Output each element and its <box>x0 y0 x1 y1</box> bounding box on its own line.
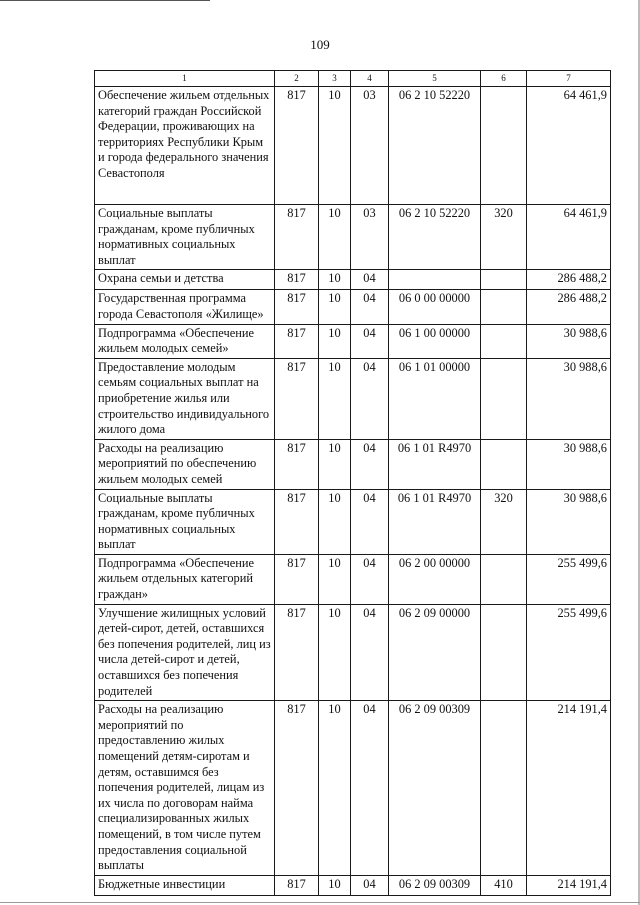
subsection-cell: 03 <box>351 87 389 205</box>
table-row <box>95 875 611 895</box>
ministry-code-cell: 817 <box>275 554 319 604</box>
amount-cell: 214 191,4 <box>527 701 611 876</box>
amount-cell: 255 499,6 <box>527 604 611 701</box>
expense-type-cell <box>481 554 527 604</box>
subsection-cell: 04 <box>351 701 389 876</box>
expense-type-cell <box>481 324 527 358</box>
table-row <box>95 439 611 489</box>
amount-cell: 64 461,9 <box>527 87 611 205</box>
amount-cell: 30 988,6 <box>527 489 611 554</box>
expense-type-cell: 320 <box>481 489 527 554</box>
row-name-cell: Охрана семьи и детства <box>95 270 275 290</box>
ministry-code-cell: 817 <box>275 489 319 554</box>
subsection-cell: 04 <box>351 875 389 895</box>
header-cell-6: 6 <box>481 71 527 87</box>
section-cell: 10 <box>319 489 351 554</box>
amount-cell: 30 988,6 <box>527 358 611 439</box>
header-cell-7: 7 <box>527 71 611 87</box>
ministry-code-cell: 817 <box>275 439 319 489</box>
subsection-cell: 03 <box>351 205 389 270</box>
expense-type-cell <box>481 604 527 701</box>
ministry-code-cell: 817 <box>275 87 319 205</box>
page-number: 109 <box>310 37 330 52</box>
section-cell: 10 <box>319 554 351 604</box>
row-name-cell: Социальные выплаты гражданам, кроме публичных нормативных социальных выплат <box>95 205 275 270</box>
expense-type-cell <box>481 358 527 439</box>
target-article-cell: 06 2 09 00000 <box>389 604 481 701</box>
ministry-code-cell: 817 <box>275 290 319 324</box>
row-name-cell: Предоставление молодым семьям социальных выплат на приобретение жилья или строительство индивидуального жилого дома <box>95 358 275 439</box>
target-article-cell: 06 2 00 00000 <box>389 554 481 604</box>
table-row <box>95 701 611 876</box>
ministry-code-cell: 817 <box>275 205 319 270</box>
table-row <box>95 87 611 205</box>
table-row <box>95 489 611 554</box>
header-cell-4: 4 <box>351 71 389 87</box>
amount-cell: 255 499,6 <box>527 554 611 604</box>
row-name-cell: Расходы на реализацию мероприятий по обеспечению жильем молодых семей <box>95 439 275 489</box>
section-cell: 10 <box>319 604 351 701</box>
target-article-cell: 06 1 00 00000 <box>389 324 481 358</box>
header-cell-2: 2 <box>275 71 319 87</box>
subsection-cell: 04 <box>351 489 389 554</box>
amount-cell: 286 488,2 <box>527 270 611 290</box>
section-cell: 10 <box>319 358 351 439</box>
expense-type-cell: 410 <box>481 875 527 895</box>
subsection-cell: 04 <box>351 439 389 489</box>
table-row <box>95 324 611 358</box>
row-name-cell: Улучшение жилищных условий детей-сирот, детей, оставшихся без попечения родителей, лиц из числа детей-сирот и детей, оставшихся без попечения родителей <box>95 604 275 701</box>
subsection-cell: 04 <box>351 358 389 439</box>
target-article-cell: 06 0 00 00000 <box>389 290 481 324</box>
subsection-cell: 04 <box>351 554 389 604</box>
table-row <box>95 290 611 324</box>
ministry-code-cell: 817 <box>275 358 319 439</box>
row-name-cell: Социальные выплаты гражданам, кроме публичных нормативных социальных выплат <box>95 489 275 554</box>
target-article-cell: 06 2 10 52220 <box>389 205 481 270</box>
section-cell: 10 <box>319 290 351 324</box>
row-name-cell: Расходы на реализацию мероприятий по предоставлению жилых помещений детям-сиротам и детям, оставшимся без попечения родителей, лицам из их числа по договорам найма специализированных жилых помещений, в том числе путем предоставления социальной выплаты <box>95 701 275 876</box>
expense-type-cell <box>481 270 527 290</box>
ministry-code-cell: 817 <box>275 270 319 290</box>
row-name-cell: Бюджетные инвестиции <box>95 875 275 895</box>
target-article-cell: 06 2 10 52220 <box>389 87 481 205</box>
row-name-cell: Подпрограмма «Обеспечение жильем отдельных категорий граждан» <box>95 554 275 604</box>
table-row <box>95 554 611 604</box>
table-row <box>95 205 611 270</box>
expense-type-cell <box>481 439 527 489</box>
target-article-cell: 06 2 09 00309 <box>389 875 481 895</box>
top-rule <box>0 0 210 1</box>
target-article-cell <box>389 270 481 290</box>
amount-cell: 214 191,4 <box>527 875 611 895</box>
table-row <box>95 604 611 701</box>
ministry-code-cell: 817 <box>275 701 319 876</box>
header-cell-1: 1 <box>95 71 275 87</box>
header-cell-5: 5 <box>389 71 481 87</box>
amount-cell: 64 461,9 <box>527 205 611 270</box>
section-cell: 10 <box>319 701 351 876</box>
table-row <box>95 270 611 290</box>
amount-cell: 30 988,6 <box>527 439 611 489</box>
section-cell: 10 <box>319 324 351 358</box>
expense-type-cell <box>481 290 527 324</box>
subsection-cell: 04 <box>351 270 389 290</box>
target-article-cell: 06 2 09 00309 <box>389 701 481 876</box>
table-row <box>95 358 611 439</box>
bottom-rule <box>0 902 640 903</box>
subsection-cell: 04 <box>351 604 389 701</box>
budget-table <box>94 70 611 896</box>
subsection-cell: 04 <box>351 290 389 324</box>
header-cell-3: 3 <box>319 71 351 87</box>
header-row <box>95 71 611 87</box>
ministry-code-cell: 817 <box>275 875 319 895</box>
section-cell: 10 <box>319 205 351 270</box>
section-cell: 10 <box>319 270 351 290</box>
amount-cell: 30 988,6 <box>527 324 611 358</box>
row-name-cell: Государственная программа города Севастополя «Жилище» <box>95 290 275 324</box>
section-cell: 10 <box>319 439 351 489</box>
expense-type-cell <box>481 87 527 205</box>
expense-type-cell <box>481 701 527 876</box>
target-article-cell: 06 1 01 R4970 <box>389 489 481 554</box>
row-name-cell: Подпрограмма «Обеспечение жильем молодых семей» <box>95 324 275 358</box>
ministry-code-cell: 817 <box>275 324 319 358</box>
ministry-code-cell: 817 <box>275 604 319 701</box>
expense-type-cell: 320 <box>481 205 527 270</box>
target-article-cell: 06 1 01 00000 <box>389 358 481 439</box>
target-article-cell: 06 1 01 R4970 <box>389 439 481 489</box>
section-cell: 10 <box>319 875 351 895</box>
row-name-cell: Обеспечение жильем отдельных категорий граждан Российской Федерации, проживающих на территориях Республики Крым и города федерального значения Севастополя <box>95 87 275 205</box>
amount-cell: 286 488,2 <box>527 290 611 324</box>
section-cell: 10 <box>319 87 351 205</box>
subsection-cell: 04 <box>351 324 389 358</box>
